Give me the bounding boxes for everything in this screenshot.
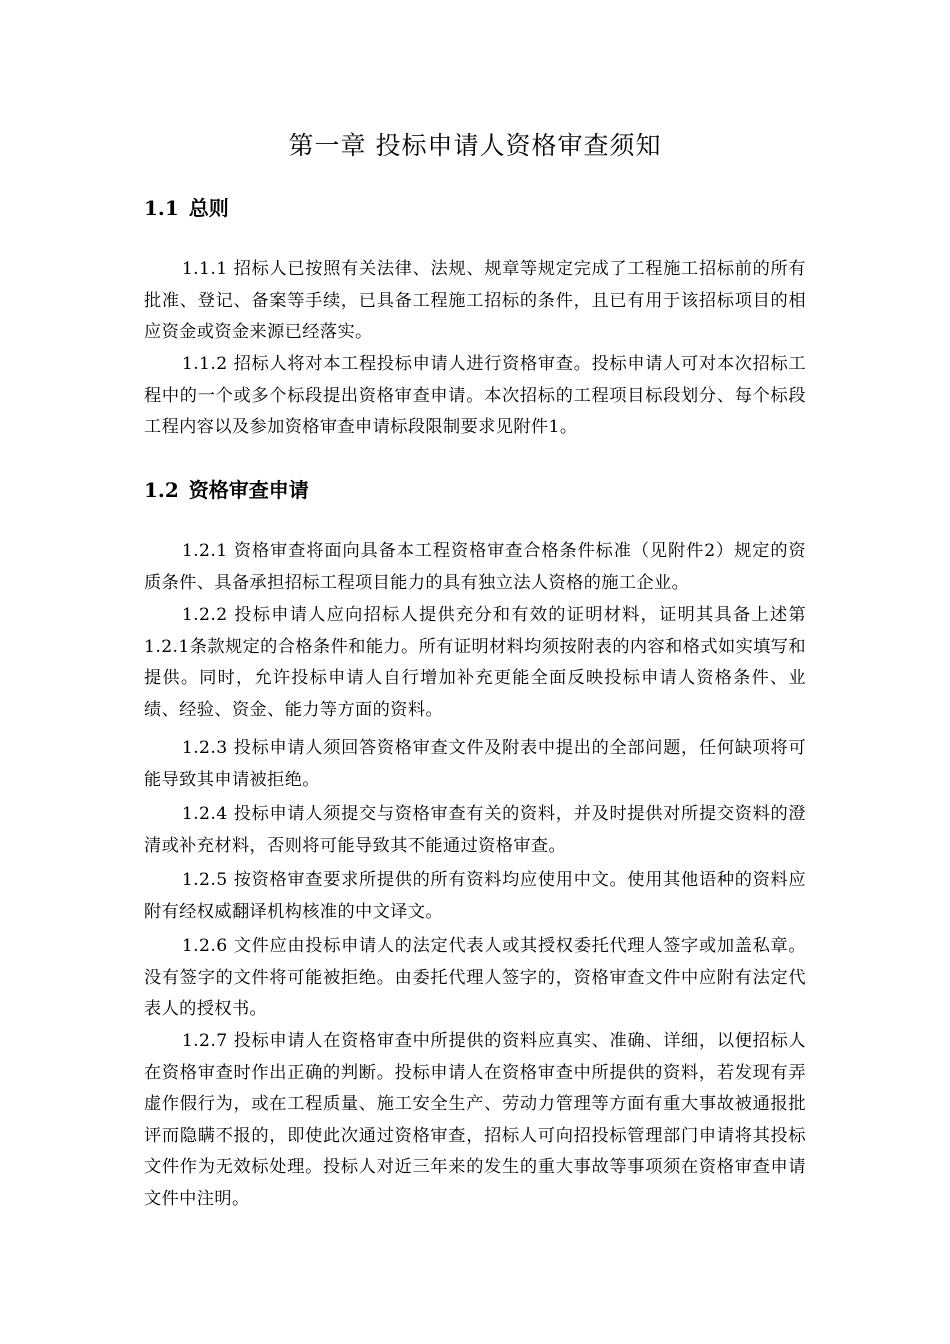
- paragraph-1-1-1: 1.1.1 招标人已按照有关法律、法规、规章等规定完成了工程施工招标前的所有批准、登记、备案等手续，已具备工程施工招标的条件，且已有用于该招标项目的相应资金或资金来源已经落实。: [144, 259, 806, 343]
- section-title: 资格审查申请: [188, 478, 309, 502]
- paragraph-1-2-2: 1.2.2 投标申请人应向招标人提供充分和有效的证明材料，证明其具备上述第1.2.1条款规定的合格条件和能力。所有证明材料均须按附表的内容和格式如实填写和提供。同时，允许投标申请人自行增加补充更能全面反映投标申请人资格条件、业绩、经验、资金、能力等方面的资料。: [144, 605, 806, 720]
- paragraph-1-2-1: 1.2.1 资格审查将面向具备本工程资格审查合格条件标准（见附件2）规定的资质条件、具备承担招标工程项目能力的具有独立法人资格的施工企业。: [144, 541, 806, 593]
- paragraph-1-2-3: 1.2.3 投标申请人须回答资格审查文件及附表中提出的全部问题，任何缺项将可能导致其申请被拒绝。: [144, 738, 806, 790]
- chapter-title: 第一章 投标申请人资格审查须知: [288, 131, 662, 160]
- section-heading-1-2: [144, 474, 309, 506]
- paragraph-1-2-7: 1.2.7 投标申请人在资格审查中所提供的资料应真实、准确、详细，以便招标人在资格审查时作出正确的判断。投标申请人在资格审查中所提供的资料，若发现有弄虚作假行为，或在工程质量、施工安全生产、劳动力管理等方面有重大事故被通报批评而隐瞒不报的，即使此次通过资格审查，招标人可向招投标管理部门申请将其投标文件作为无效标处理。投标人对近三年来的发生的重大事故等事项须在资格审查申请文件中注明。: [144, 1031, 806, 1209]
- paragraph-1-2-4: 1.2.4 投标申请人须提交与资格审查有关的资料，并及时提供对所提交资料的澄清或补充材料，否则将可能导致其不能通过资格审查。: [144, 804, 806, 856]
- paragraph-1-2-6: 1.2.6 文件应由投标申请人的法定代表人或其授权委托代理人签字或加盖私章。没有签字的文件将可能被拒绝。由委托代理人签字的，资格审查文件中应附有法定代表人的授权书。: [144, 936, 806, 1020]
- section-heading-1-1: [144, 192, 229, 224]
- paragraph-1-1-2: 1.1.2 招标人将对本工程投标申请人进行资格审查。投标申请人可对本次招标工程中的一个或多个标段提出资格审查申请。本次招标的工程项目标段划分、每个标段工程内容以及参加资格审查申请标段限制要求见附件1。: [144, 354, 806, 438]
- section-number: 1.1: [144, 196, 179, 220]
- paragraph-1-2-5: 1.2.5 按资格审查要求所提供的所有资料均应使用中文。使用其他语种的资料应附有经权威翻译机构核准的中文译文。: [144, 870, 806, 922]
- section-title: 总则: [188, 196, 229, 220]
- section-number: 1.2: [144, 478, 179, 502]
